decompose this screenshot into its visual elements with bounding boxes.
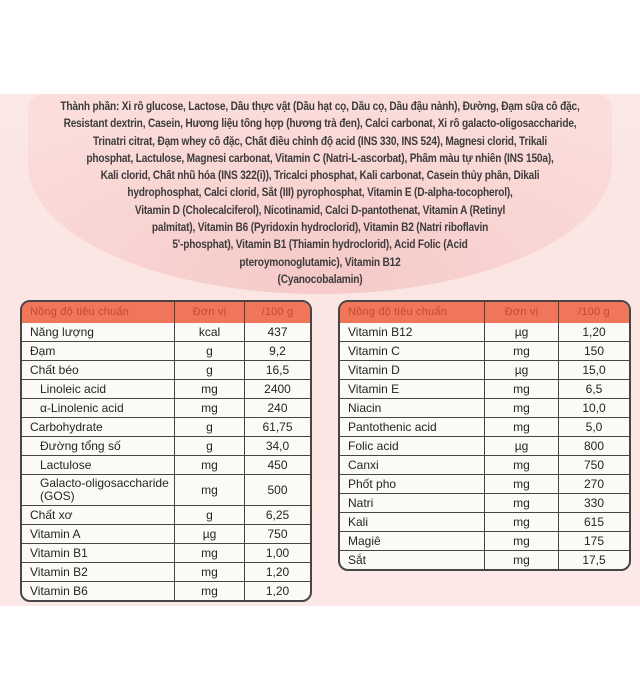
nutrient-value: 150 — [558, 342, 629, 360]
nutrient-unit: g — [174, 361, 244, 379]
nutrient-value: 10,0 — [558, 399, 629, 417]
nutrient-name: Vitamin B1 — [30, 545, 88, 560]
column-header-unit: Đơn vị — [484, 302, 558, 323]
ingredients-line: phosphat, Lactulose, Magnesi carbonat, Vitamin C (Natri-L-ascorbat), Phẩm màu tự nhiên (INS 150a), — [86, 152, 554, 165]
table-row — [340, 474, 629, 493]
nutrient-value: 1,20 — [244, 563, 310, 581]
column-header-nutrient: Nồng độ tiêu chuẩn — [348, 306, 448, 318]
table-row — [22, 398, 310, 417]
table-row — [340, 360, 629, 379]
nutrient-value: 450 — [244, 456, 310, 474]
table-row — [22, 360, 310, 379]
nutrient-unit: µg — [484, 361, 558, 379]
nutrient-name: Vitamin C — [348, 343, 400, 358]
nutrient-unit: mg — [484, 475, 558, 493]
nutrient-value: 2400 — [244, 380, 310, 398]
table-row — [22, 474, 310, 505]
nutrition-table-right — [338, 300, 631, 571]
nutrient-name: Phốt pho — [348, 476, 397, 491]
nutrient-value: 500 — [244, 475, 310, 505]
nutrient-unit: g — [174, 418, 244, 436]
nutrient-value: 34,0 — [244, 437, 310, 455]
nutrient-value: 750 — [558, 456, 629, 474]
ingredients-line: Kali clorid, Chất nhũ hóa (INS 322(i)), Tricalci phosphat, Kali carbonat, Casein thủy phân, Dikali — [100, 170, 540, 183]
nutrient-name: α-Linolenic acid — [40, 400, 124, 415]
nutrient-unit: µg — [174, 525, 244, 543]
nutrient-value: 437 — [244, 323, 310, 341]
table-row — [22, 379, 310, 398]
table-header-row — [22, 302, 310, 323]
table-row — [340, 436, 629, 455]
nutrient-name: Niacin — [348, 400, 382, 415]
table-body — [340, 323, 629, 569]
table-row — [340, 398, 629, 417]
nutrition-table-left — [20, 300, 312, 602]
nutrient-name: Năng lượng — [30, 324, 94, 339]
table-row — [340, 341, 629, 360]
ingredients-line: palmitat), Vitamin B6 (Pyridoxin hydroclorid), Vitamin B2 (Natri riboflavin — [151, 222, 489, 235]
nutrient-unit: kcal — [174, 323, 244, 341]
ingredients-line: (Cyanocobalamin) — [277, 273, 363, 286]
nutrient-name: Vitamin D — [348, 362, 400, 377]
table-row — [340, 455, 629, 474]
table-row — [340, 379, 629, 398]
nutrient-unit: g — [174, 342, 244, 360]
nutrient-value: 330 — [558, 494, 629, 512]
nutrient-value: 1,20 — [558, 323, 629, 341]
table-row — [340, 550, 629, 569]
nutrient-unit: mg — [174, 582, 244, 600]
nutrient-value: 15,0 — [558, 361, 629, 379]
nutrient-name: Magiê — [348, 533, 381, 548]
nutrient-name: Sắt — [348, 552, 367, 567]
table-row — [340, 531, 629, 550]
nutrient-value: 6,25 — [244, 506, 310, 524]
nutrient-name: Canxi — [348, 457, 379, 472]
nutrient-name: Vitamin B6 — [30, 583, 88, 598]
nutrient-unit: mg — [484, 456, 558, 474]
nutrient-name: Galacto-oligosaccharide (GOS) — [40, 476, 169, 503]
nutrient-unit: g — [174, 506, 244, 524]
nutrient-unit: µg — [484, 323, 558, 341]
ingredients-line: Thành phần: Xi rô glucose, Lactose, Dầu thực vật (Dầu hạt cọ, Dầu cọ, Dầu đậu nành), Đường, Đạm sữa cô đặc, — [60, 101, 580, 113]
nutrient-unit: mg — [484, 551, 558, 569]
nutrient-value: 240 — [244, 399, 310, 417]
nutrient-name: Vitamin B12 — [348, 324, 413, 339]
table-row — [22, 505, 310, 524]
nutrient-unit: mg — [484, 342, 558, 360]
nutrient-name: Đường tổng số — [40, 438, 121, 453]
nutrient-unit: mg — [484, 399, 558, 417]
nutrient-name: Folic acid — [348, 438, 399, 453]
nutrient-unit: mg — [484, 418, 558, 436]
table-row — [22, 417, 310, 436]
nutrient-value: 5,0 — [558, 418, 629, 436]
table-row — [22, 524, 310, 543]
ingredients-line: Trinatri citrat, Đạm whey cô đặc, Chất điều chỉnh độ acid (INS 330, INS 524), Magnesi clorid, Trikali — [92, 135, 548, 148]
table-row — [22, 341, 310, 360]
nutrient-unit: mg — [174, 456, 244, 474]
nutrient-unit: mg — [484, 380, 558, 398]
table-row — [22, 562, 310, 581]
column-header-per100g: /100 g — [558, 302, 629, 323]
nutrient-value: 270 — [558, 475, 629, 493]
nutrient-unit: mg — [484, 494, 558, 512]
nutrient-value: 1,20 — [244, 582, 310, 600]
table-row — [22, 543, 310, 562]
nutrient-unit: mg — [484, 513, 558, 531]
column-header-nutrient: Nồng độ tiêu chuẩn — [30, 306, 130, 318]
nutrient-value: 6,5 — [558, 380, 629, 398]
nutrient-name: Natri — [348, 495, 374, 510]
table-row — [22, 323, 310, 341]
nutrient-name: Pantothenic acid — [348, 419, 437, 434]
column-header-unit: Đơn vị — [174, 302, 244, 323]
table-header-row — [340, 302, 629, 323]
table-row — [22, 436, 310, 455]
nutrient-name: Vitamin E — [348, 381, 400, 396]
ingredients-line: 5'-phosphat), Vitamin B1 (Thiamin hydroclorid), Acid Folic (Acid — [172, 239, 468, 252]
ingredients-line: Vitamin D (Cholecalciferol), Nicotinamid, Calci D-pantothenat, Vitamin A (Retinyl — [134, 204, 506, 217]
nutrient-name: Kali — [348, 514, 369, 529]
nutrient-value: 9,2 — [244, 342, 310, 360]
column-header-per100g: /100 g — [244, 302, 310, 323]
nutrient-value: 615 — [558, 513, 629, 531]
table-row — [340, 417, 629, 436]
nutrient-unit: mg — [174, 544, 244, 562]
nutrient-unit: µg — [484, 437, 558, 455]
table-row — [22, 455, 310, 474]
nutrient-unit: g — [174, 437, 244, 455]
nutrient-unit: mg — [174, 380, 244, 398]
table-row — [22, 581, 310, 600]
ingredients-paragraph — [0, 99, 640, 289]
nutrient-value: 61,75 — [244, 418, 310, 436]
nutrient-value: 175 — [558, 532, 629, 550]
nutrient-name: Chất béo — [30, 362, 79, 377]
nutrient-name: Linoleic acid — [40, 381, 107, 396]
nutrient-value: 16,5 — [244, 361, 310, 379]
nutrient-name: Chất xơ — [30, 507, 73, 522]
nutrient-unit: mg — [174, 475, 244, 505]
ingredients-line: Resistant dextrin, Casein, Hương liệu tổng hợp (hương trà đen), Calci carbonat, Xi rô galacto-oligosaccharide, — [63, 118, 577, 131]
nutrient-name: Đạm — [30, 343, 56, 358]
nutrient-unit: mg — [174, 563, 244, 581]
nutrient-name: Vitamin A — [30, 526, 81, 541]
ingredients-line: pteroymonoglutamic), Vitamin B12 — [239, 256, 401, 269]
nutrient-unit: mg — [484, 532, 558, 550]
table-row — [340, 512, 629, 531]
nutrient-value: 17,5 — [558, 551, 629, 569]
nutrient-value: 1,00 — [244, 544, 310, 562]
nutrient-value: 750 — [244, 525, 310, 543]
nutrient-value: 800 — [558, 437, 629, 455]
table-row — [340, 323, 629, 341]
nutrient-name: Lactulose — [40, 457, 92, 472]
nutrient-unit: mg — [174, 399, 244, 417]
nutrient-name: Vitamin B2 — [30, 564, 88, 579]
table-body — [22, 323, 310, 600]
ingredients-line: hydrophosphat, Calci clorid, Sắt (III) pyrophosphat, Vitamin E (D-alpha-tocopherol), — [127, 187, 513, 200]
nutrient-name: Carbohydrate — [30, 419, 103, 434]
table-row — [340, 493, 629, 512]
